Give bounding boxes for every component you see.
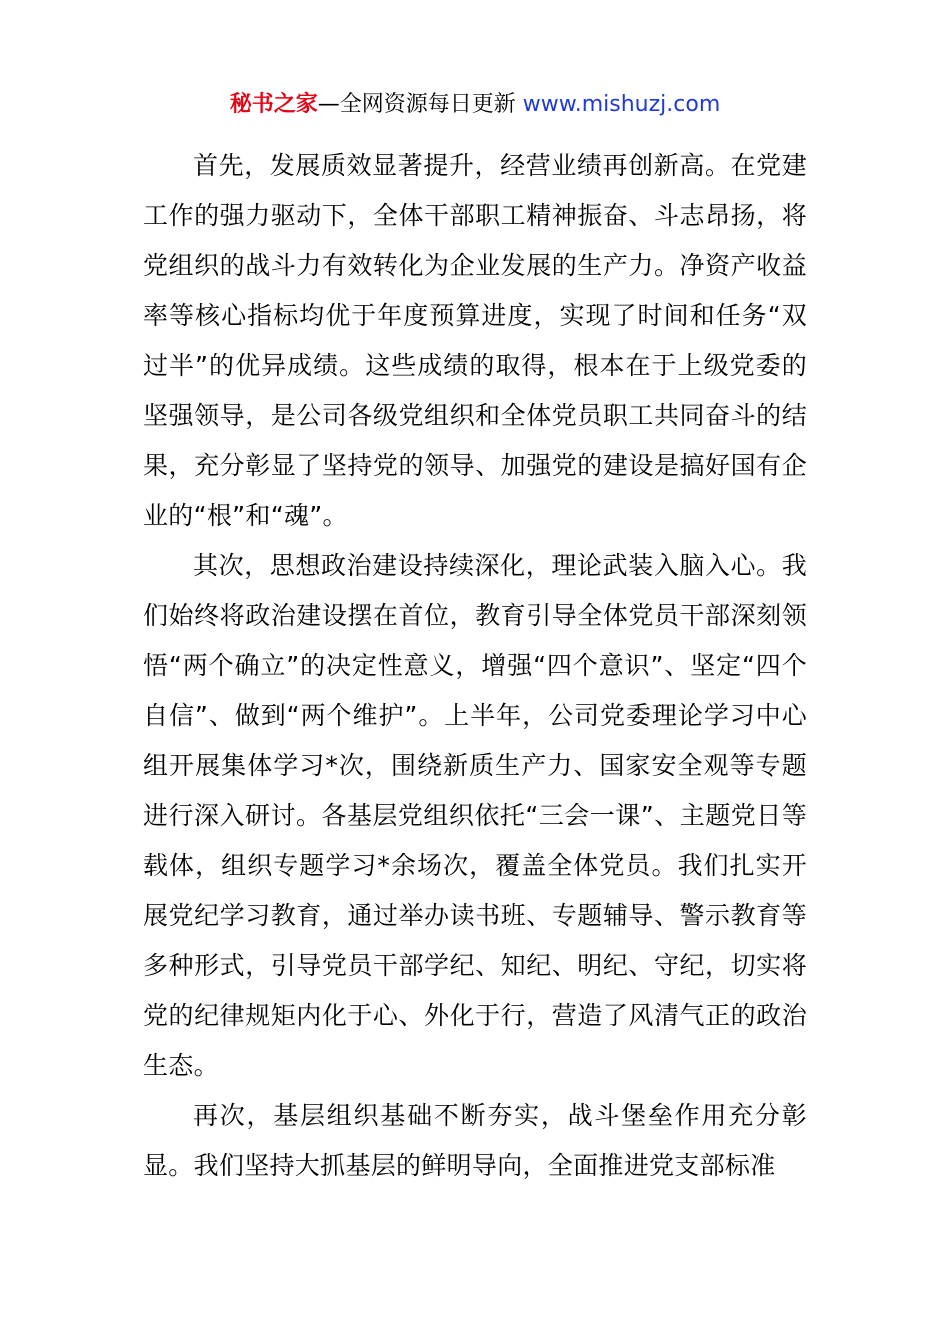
site-header [0,88,950,122]
site-url-link[interactable]: www.mishuzj.com [522,92,721,117]
paragraph-grassroots: 再次，基层组织基础不断夯实，战斗堡垒作用充分彰显。我们坚持大抓基层的鲜明导向，全面推进党支部标准 [143,1101,807,1180]
paragraph-political-building: 其次，思想政治建设持续深化，理论武装入脑入心。我们始终将政治建设摆在首位，教育引导全体党员干部深刻领悟“两个确立”的决定性意义，增强“四个意识”、坚定“四个自信”、做到“两个维护”。上半年，公司党委理论学习中心组开展集体学习*次，围绕新质生产力、国家安全观等专题进行深入研讨。各基层党组织依托“三会一课”、主题党日等载体，组织专题学习*余场次，覆盖全体党员。我们扎实开展党纪学习教育，通过举办读书班、专题辅导、警示教育等多种形式，引导党员干部学纪、知纪、明纪、守纪，切实将党的纪律规矩内化于心、外化于行，营造了风清气正的政治生态。 [143,551,807,1080]
header-tagline: —全网资源每日更新 [317,92,516,117]
paragraph-performance: 首先，发展质效显著提升，经营业绩再创新高。在党建工作的强力驱动下，全体干部职工精神振奋、斗志昂扬，将党组织的战斗力有效转化为企业发展的生产力。净资产收益率等核心指标均优于年度预算进度，实现了时间和任务“双过半”的优异成绩。这些成绩的取得，根本在于上级党委的坚强领导，是公司各级党组织和全体党员职工共同奋斗的结果，充分彰显了坚持党的领导、加强党的建设是搞好国有企业的“根”和“魂”。 [143,151,807,530]
document-body [143,141,807,1191]
brand-name: 秘书之家 [229,92,318,117]
